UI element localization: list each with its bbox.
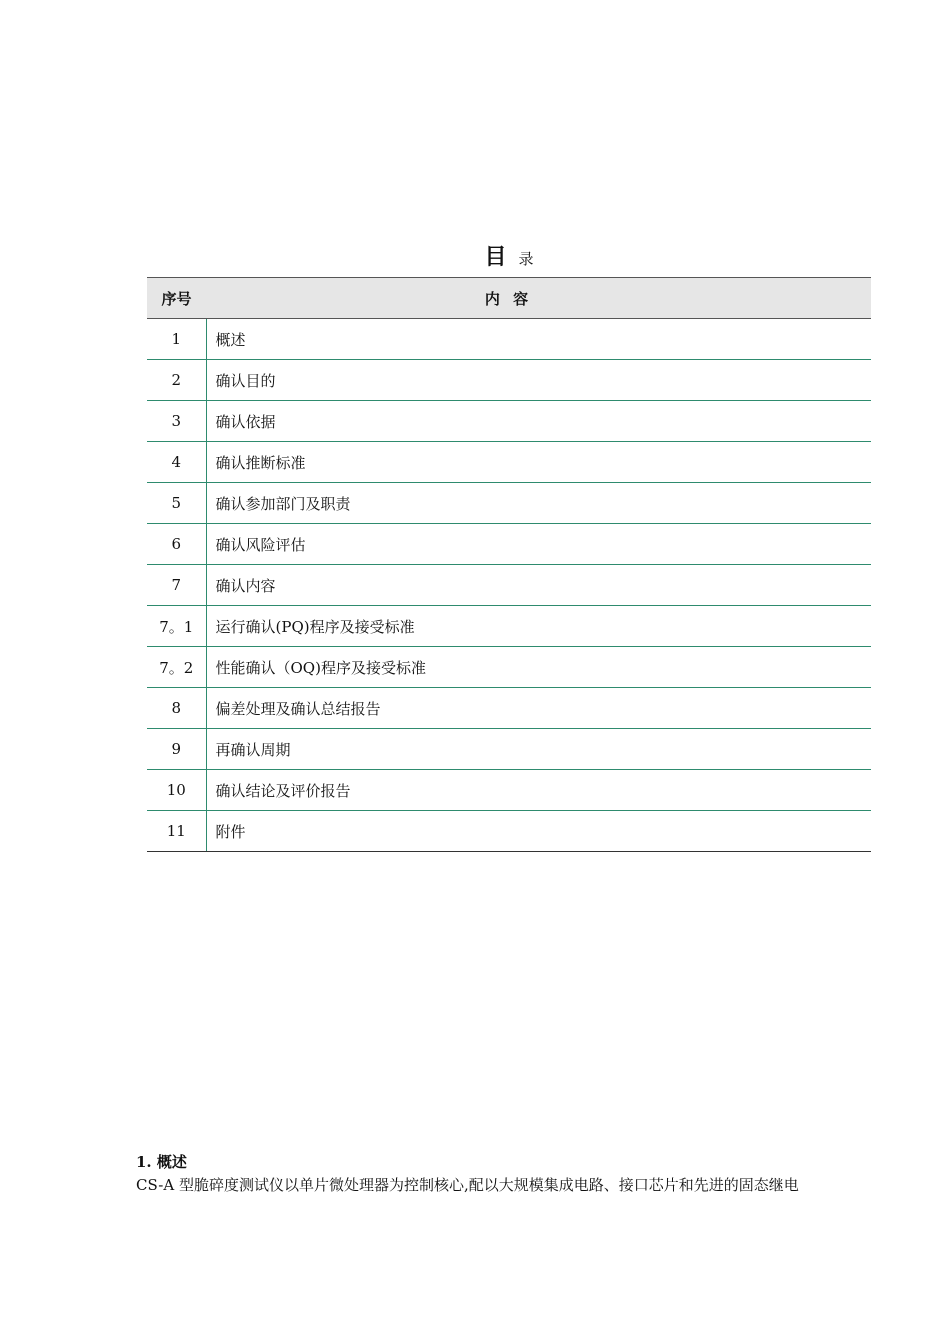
toc-table bbox=[147, 277, 871, 852]
toc-row-content: 确认参加部门及职责 bbox=[206, 483, 871, 524]
toc-row-content: 概述 bbox=[206, 319, 871, 360]
toc-title-main: 目 bbox=[484, 245, 507, 270]
toc-row-content: 运行确认(PQ)程序及接受标准 bbox=[206, 606, 871, 647]
toc-header-content: 内 容 bbox=[206, 278, 871, 319]
toc-row-num: 1 bbox=[147, 319, 206, 360]
toc-row-content: 确认目的 bbox=[206, 360, 871, 401]
toc-row-content: 再确认周期 bbox=[206, 729, 871, 770]
toc-row-num: 10 bbox=[147, 770, 206, 811]
table-row bbox=[147, 565, 871, 606]
table-row bbox=[147, 688, 871, 729]
toc-title bbox=[0, 240, 950, 271]
table-row bbox=[147, 360, 871, 401]
toc-row-content: 确认依据 bbox=[206, 401, 871, 442]
toc-row-num: 2 bbox=[147, 360, 206, 401]
table-row bbox=[147, 729, 871, 770]
toc-row-num: 6 bbox=[147, 524, 206, 565]
table-row bbox=[147, 770, 871, 811]
table-row bbox=[147, 811, 871, 852]
toc-row-content: 附件 bbox=[206, 811, 871, 852]
toc-row-content: 确认结论及评价报告 bbox=[206, 770, 871, 811]
toc-row-num: 8 bbox=[147, 688, 206, 729]
table-row bbox=[147, 647, 871, 688]
toc-row-content: 确认内容 bbox=[206, 565, 871, 606]
toc-row-num: 5 bbox=[147, 483, 206, 524]
toc-row-num: 3 bbox=[147, 401, 206, 442]
toc-header-num: 序号 bbox=[147, 278, 206, 319]
toc-row-num: 7 bbox=[147, 565, 206, 606]
toc-header-row bbox=[147, 278, 871, 319]
table-row bbox=[147, 606, 871, 647]
table-row bbox=[147, 442, 871, 483]
table-row bbox=[147, 319, 871, 360]
toc-row-content: 确认风险评估 bbox=[206, 524, 871, 565]
toc-row-num: 7。1 bbox=[147, 606, 206, 647]
table-row bbox=[147, 401, 871, 442]
toc-row-content: 偏差处理及确认总结报告 bbox=[206, 688, 871, 729]
toc-title-sub: 录 bbox=[518, 250, 534, 268]
section-heading: 1. 概述 bbox=[136, 1153, 187, 1171]
toc-row-num: 7。2 bbox=[147, 647, 206, 688]
toc-row-content: 性能确认（OQ)程序及接受标准 bbox=[206, 647, 871, 688]
table-row bbox=[147, 483, 871, 524]
toc-row-content: 确认推断标准 bbox=[206, 442, 871, 483]
toc-row-num: 4 bbox=[147, 442, 206, 483]
toc-row-num: 9 bbox=[147, 729, 206, 770]
table-row bbox=[147, 524, 871, 565]
section-paragraph: CS-A 型脆碎度测试仪以单片微处理器为控制核心,配以大规模集成电路、接口芯片和先进的固态继电 bbox=[136, 1176, 799, 1194]
toc-row-num: 11 bbox=[147, 811, 206, 852]
